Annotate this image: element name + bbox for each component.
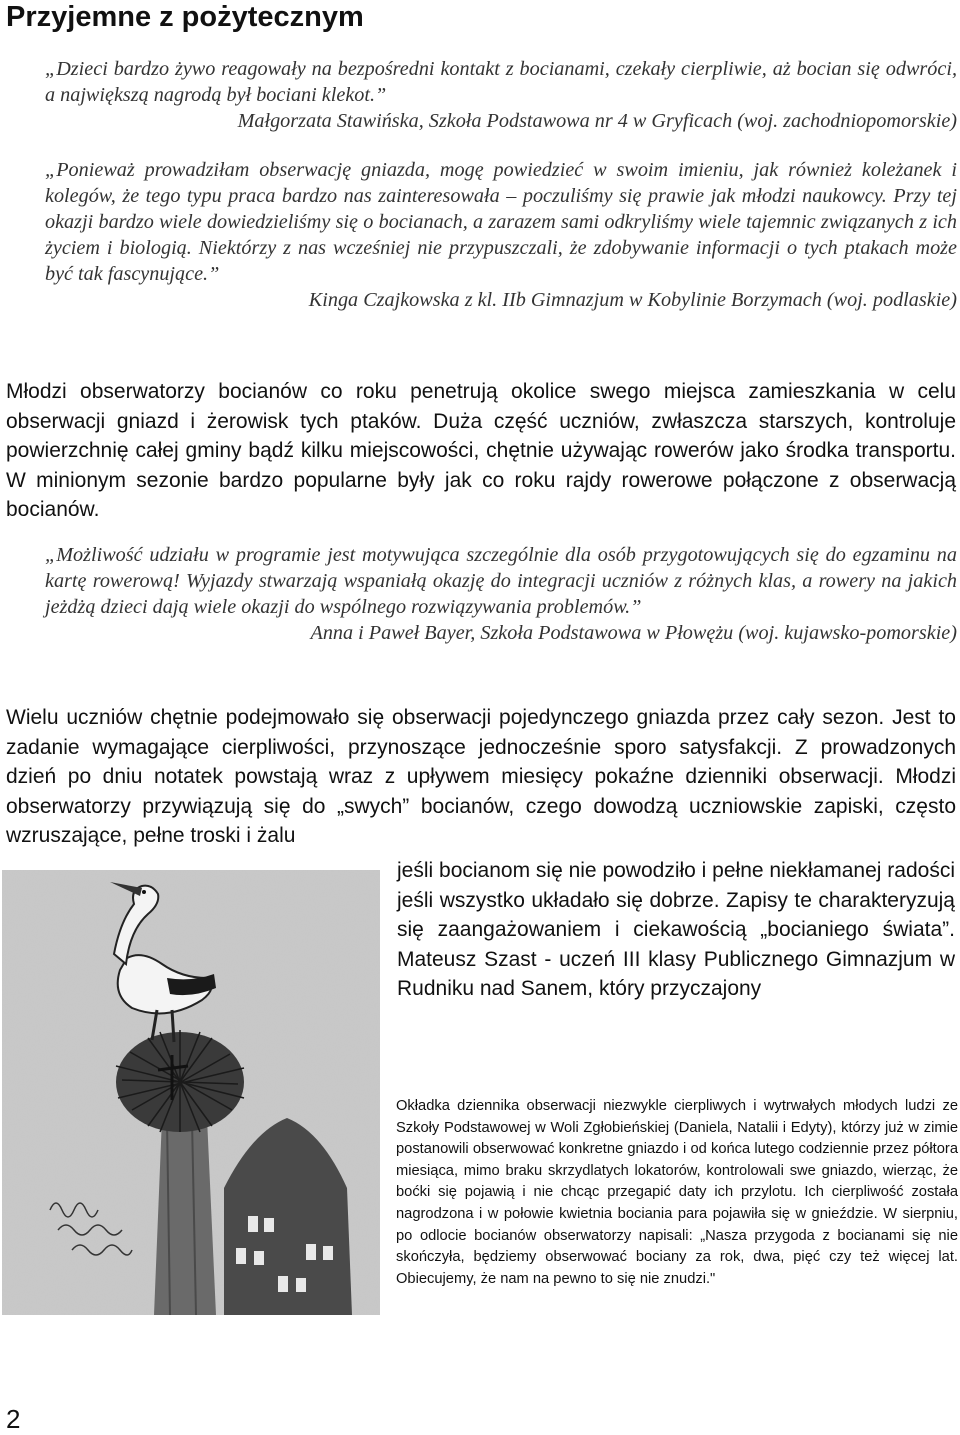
body-paragraph-continued: jeśli bocianom się nie powodziło i pełne niekłamanej radości jeśli wszystko układało się dobrze. Zapisy te charakteryzują się zaangażowaniem i ciekawością „bocianiego świata”. Mateusz Szast - uczeń III klasy Publicznego Gimnazjum w Rudniku nad Sanem, który przyczajony — [397, 859, 955, 1000]
page-title: Przyjemne z pożytecznym — [6, 1, 364, 33]
body-paragraph: Wielu uczniów chętnie podejmowało się obserwacji pojedynczego gniazda przez cały sezon. Jest to zadanie wymagające cierpliwości, przynoszące jednocześnie sporo satysfakcji. Z prowadzonych dzień po dniu notatek powstają wraz z upływem miesięcy pokaźne dzienniki obserwacji. Młodzi obserwatorzy przywiązują się do „swych” bocianów, czego dowodzą uczniowskie zapiski, często wzruszające, pełne troski i żalu — [6, 706, 956, 847]
page-number: 2 — [6, 1404, 21, 1434]
testimonial-quote — [45, 542, 957, 646]
testimonial-quote — [45, 157, 957, 313]
quote-text: „Ponieważ prowadziłam obserwację gniazda, mogę powiedzieć w swoim imieniu, jak również koleżanek i kolegów, że tego typu praca bardzo nas zainteresowała – poczuliśmy się prawie jak młodzi naukowcy. Przy tej okazji bardzo wiele dowiedzieliśmy się o bocianach, a zarazem sami odkryliśmy wiele tajemnic związanych z ich życiem i biologią. Niektórzy z nas wcześniej nie przypuszczali, że zdobywanie informacji o tych ptakach może być tak fascynujące.” — [45, 159, 957, 285]
illustration-caption: Okładka dziennika obserwacji niezwykle cierpliwych i wytrwałych młodych ludzi ze Szkoły Podstawowej w Woli Zgłobieńskiej (Daniela, Natalii i Edyty), którzy już w zimie postanowili obserwować konkretne gniazdo i od końca lutego codziennie przez półtora miesiąca, mimo braku skrzydlatych lokatorów, kontrolowali swe gniazdo, wierząc, że boćki się pojawią i nie chcąc przegapić daty ich przylotu. Ich cierpliwość została nagrodzona i w połowie kwietnia bociania para pojawiła się w gnieździe. W sierpniu, po odlocie bocianów obserwatorzy napisali: „Nasza przygoda z bocianami się nie skończyła, będziemy obserwować bociany za rok, dwa, pięć czy też więcej lat. Obiecujemy, że nam na pewno to się nie znudzi." — [396, 1098, 958, 1287]
quote-text: „Dzieci bardzo żywo reagowały na bezpośredni kontakt z bocianami, czekały cierpliwie, aż bocian się odwróci, a największą nagrodą był bociani klekot.” — [45, 58, 957, 106]
quote-text: „Możliwość udziału w programie jest motywująca szczególnie dla osób przygotowujących się do egzaminu na kartę rowerową! Wyjazdy stwarzają wspaniałą okazję do integracji uczniów z różnych klas, a rowery na jakich jeżdżą dzieci dają wiele okazji do wspólnego rozwiązywania problemów.” — [45, 544, 957, 618]
quote-attribution: Anna i Paweł Bayer, Szkoła Podstawowa w Płowężu (woj. kujawsko-pomorskie) — [310, 622, 957, 644]
quote-attribution: Kinga Czajkowska z kl. IIb Gimnazjum w Kobylinie Borzymach (woj. podlaskie) — [308, 289, 957, 311]
stork-on-nest-drawing — [2, 870, 380, 1315]
body-paragraph: Młodzi obserwatorzy bocianów co roku penetrują okolice swego miejsca zamieszkania w celu obserwacji gniazd i żerowisk tych ptaków. Duża część uczniów, zwłaszcza starszych, kontroluje powierzchnię całej gminy bądź kilku miejscowości, chętnie używając rowerów jako środka transportu. W minionym sezonie bardzo popularne były jak co roku rajdy rowerowe połączone z obserwacją bocianów. — [6, 380, 956, 521]
testimonial-quote — [45, 56, 957, 134]
quote-attribution: Małgorzata Stawińska, Szkoła Podstawowa nr 4 w Gryficach (woj. zachodniopomorskie) — [237, 110, 957, 132]
